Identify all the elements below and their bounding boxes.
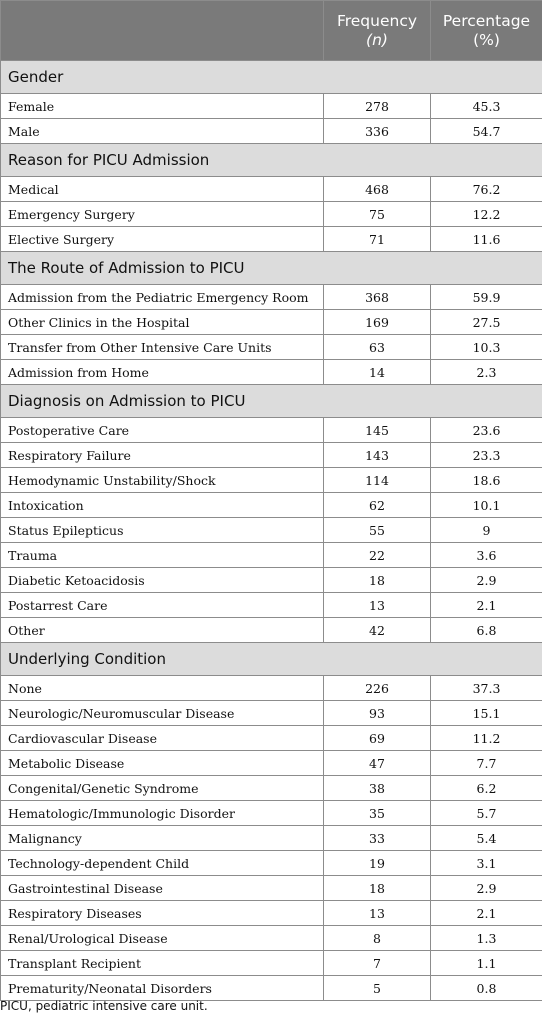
section-header-row bbox=[1, 144, 542, 177]
row-percentage: 10.1 bbox=[431, 493, 542, 518]
row-frequency: 114 bbox=[324, 468, 431, 493]
row-label: Hemodynamic Unstability/Shock bbox=[1, 468, 324, 493]
row-label: Metabolic Disease bbox=[1, 751, 324, 776]
row-percentage: 5.4 bbox=[431, 826, 542, 851]
table-row bbox=[1, 177, 542, 202]
header-frequency-unit: (n) bbox=[366, 30, 388, 49]
row-label: None bbox=[1, 676, 324, 701]
row-frequency: 19 bbox=[324, 851, 431, 876]
row-percentage: 23.6 bbox=[431, 418, 542, 443]
table-row bbox=[1, 676, 542, 701]
section-header-row bbox=[1, 643, 542, 676]
row-frequency: 93 bbox=[324, 701, 431, 726]
row-label: Male bbox=[1, 119, 324, 144]
row-label: Respiratory Diseases bbox=[1, 901, 324, 926]
row-percentage: 10.3 bbox=[431, 335, 542, 360]
row-frequency: 63 bbox=[324, 335, 431, 360]
table-row bbox=[1, 202, 542, 227]
row-percentage: 5.7 bbox=[431, 801, 542, 826]
row-percentage: 2.3 bbox=[431, 360, 542, 385]
row-label: Admission from Home bbox=[1, 360, 324, 385]
row-label: Admission from the Pediatric Emergency Room bbox=[1, 285, 324, 310]
row-frequency: 75 bbox=[324, 202, 431, 227]
row-label: Postoperative Care bbox=[1, 418, 324, 443]
row-frequency: 145 bbox=[324, 418, 431, 443]
table-row bbox=[1, 310, 542, 335]
row-percentage: 76.2 bbox=[431, 177, 542, 202]
section-header-row bbox=[1, 385, 542, 418]
row-frequency: 368 bbox=[324, 285, 431, 310]
row-percentage: 2.1 bbox=[431, 593, 542, 618]
row-frequency: 336 bbox=[324, 119, 431, 144]
row-label: Female bbox=[1, 94, 324, 119]
table-row bbox=[1, 593, 542, 618]
row-percentage: 45.3 bbox=[431, 94, 542, 119]
row-percentage: 3.1 bbox=[431, 851, 542, 876]
row-label: Renal/Urological Disease bbox=[1, 926, 324, 951]
table-row bbox=[1, 518, 542, 543]
table-row bbox=[1, 493, 542, 518]
row-frequency: 143 bbox=[324, 443, 431, 468]
row-frequency: 42 bbox=[324, 618, 431, 643]
row-label: Intoxication bbox=[1, 493, 324, 518]
row-percentage: 54.7 bbox=[431, 119, 542, 144]
row-percentage: 12.2 bbox=[431, 202, 542, 227]
header-percentage bbox=[431, 1, 542, 61]
row-frequency: 71 bbox=[324, 227, 431, 252]
row-frequency: 69 bbox=[324, 726, 431, 751]
row-frequency: 13 bbox=[324, 901, 431, 926]
row-frequency: 468 bbox=[324, 177, 431, 202]
row-label: Malignancy bbox=[1, 826, 324, 851]
row-frequency: 5 bbox=[324, 976, 431, 1001]
row-percentage: 2.9 bbox=[431, 876, 542, 901]
row-percentage: 0.8 bbox=[431, 976, 542, 1001]
section-title: Diagnosis on Admission to PICU bbox=[1, 385, 542, 418]
row-label: Transfer from Other Intensive Care Units bbox=[1, 335, 324, 360]
header-frequency bbox=[324, 1, 431, 61]
row-label: Respiratory Failure bbox=[1, 443, 324, 468]
row-percentage: 2.1 bbox=[431, 901, 542, 926]
row-percentage: 3.6 bbox=[431, 543, 542, 568]
header-percentage-label: Percentage bbox=[442, 11, 531, 30]
row-frequency: 18 bbox=[324, 568, 431, 593]
table-row bbox=[1, 568, 542, 593]
table-row bbox=[1, 94, 542, 119]
row-label: Prematurity/Neonatal Disorders bbox=[1, 976, 324, 1001]
row-frequency: 38 bbox=[324, 776, 431, 801]
row-label: Emergency Surgery bbox=[1, 202, 324, 227]
section-title: The Route of Admission to PICU bbox=[1, 252, 542, 285]
row-percentage: 1.3 bbox=[431, 926, 542, 951]
row-label: Status Epilepticus bbox=[1, 518, 324, 543]
row-frequency: 62 bbox=[324, 493, 431, 518]
row-frequency: 14 bbox=[324, 360, 431, 385]
table-row bbox=[1, 335, 542, 360]
section-title: Reason for PICU Admission bbox=[1, 144, 542, 177]
row-label: Diabetic Ketoacidosis bbox=[1, 568, 324, 593]
table-row bbox=[1, 851, 542, 876]
row-frequency: 55 bbox=[324, 518, 431, 543]
row-percentage: 2.9 bbox=[431, 568, 542, 593]
row-frequency: 278 bbox=[324, 94, 431, 119]
row-percentage: 11.6 bbox=[431, 227, 542, 252]
table-row bbox=[1, 227, 542, 252]
row-percentage: 15.1 bbox=[431, 701, 542, 726]
row-frequency: 47 bbox=[324, 751, 431, 776]
row-percentage: 7.7 bbox=[431, 751, 542, 776]
row-label: Technology-dependent Child bbox=[1, 851, 324, 876]
table-row bbox=[1, 801, 542, 826]
table-row bbox=[1, 443, 542, 468]
table-row bbox=[1, 360, 542, 385]
section-title: Gender bbox=[1, 61, 542, 94]
row-frequency: 8 bbox=[324, 926, 431, 951]
row-label: Congenital/Genetic Syndrome bbox=[1, 776, 324, 801]
row-percentage: 23.3 bbox=[431, 443, 542, 468]
row-frequency: 169 bbox=[324, 310, 431, 335]
section-header-row bbox=[1, 61, 542, 94]
section-header-row bbox=[1, 252, 542, 285]
row-frequency: 22 bbox=[324, 543, 431, 568]
row-frequency: 33 bbox=[324, 826, 431, 851]
table-header-row bbox=[1, 1, 542, 61]
table-row bbox=[1, 543, 542, 568]
row-percentage: 18.6 bbox=[431, 468, 542, 493]
table-row bbox=[1, 926, 542, 951]
row-label: Elective Surgery bbox=[1, 227, 324, 252]
row-label: Postarrest Care bbox=[1, 593, 324, 618]
row-percentage: 6.8 bbox=[431, 618, 542, 643]
header-blank-cell bbox=[1, 1, 324, 61]
row-label: Neurologic/Neuromuscular Disease bbox=[1, 701, 324, 726]
row-percentage: 1.1 bbox=[431, 951, 542, 976]
row-percentage: 9 bbox=[431, 518, 542, 543]
row-label: Hematologic/Immunologic Disorder bbox=[1, 801, 324, 826]
row-label: Other Clinics in the Hospital bbox=[1, 310, 324, 335]
table-row bbox=[1, 751, 542, 776]
table-row bbox=[1, 701, 542, 726]
table-row bbox=[1, 826, 542, 851]
row-frequency: 13 bbox=[324, 593, 431, 618]
row-label: Other bbox=[1, 618, 324, 643]
row-label: Gastrointestinal Disease bbox=[1, 876, 324, 901]
row-label: Transplant Recipient bbox=[1, 951, 324, 976]
table-row bbox=[1, 285, 542, 310]
row-frequency: 226 bbox=[324, 676, 431, 701]
row-percentage: 11.2 bbox=[431, 726, 542, 751]
table-row bbox=[1, 776, 542, 801]
row-frequency: 7 bbox=[324, 951, 431, 976]
row-label: Cardiovascular Disease bbox=[1, 726, 324, 751]
table-footnote: PICU, pediatric intensive care unit. bbox=[0, 999, 208, 1013]
row-label: Medical bbox=[1, 177, 324, 202]
row-percentage: 59.9 bbox=[431, 285, 542, 310]
header-percentage-unit: (%) bbox=[473, 30, 500, 49]
table-row bbox=[1, 119, 542, 144]
table-row bbox=[1, 876, 542, 901]
table-row bbox=[1, 951, 542, 976]
table-row bbox=[1, 726, 542, 751]
table-row bbox=[1, 976, 542, 1001]
row-frequency: 18 bbox=[324, 876, 431, 901]
table-body bbox=[1, 61, 542, 1001]
header-frequency-label: Frequency bbox=[336, 11, 418, 30]
section-title: Underlying Condition bbox=[1, 643, 542, 676]
row-frequency: 35 bbox=[324, 801, 431, 826]
row-percentage: 37.3 bbox=[431, 676, 542, 701]
row-percentage: 27.5 bbox=[431, 310, 542, 335]
table-row bbox=[1, 618, 542, 643]
table-row bbox=[1, 901, 542, 926]
table-row bbox=[1, 418, 542, 443]
row-label: Trauma bbox=[1, 543, 324, 568]
table-row bbox=[1, 468, 542, 493]
row-percentage: 6.2 bbox=[431, 776, 542, 801]
